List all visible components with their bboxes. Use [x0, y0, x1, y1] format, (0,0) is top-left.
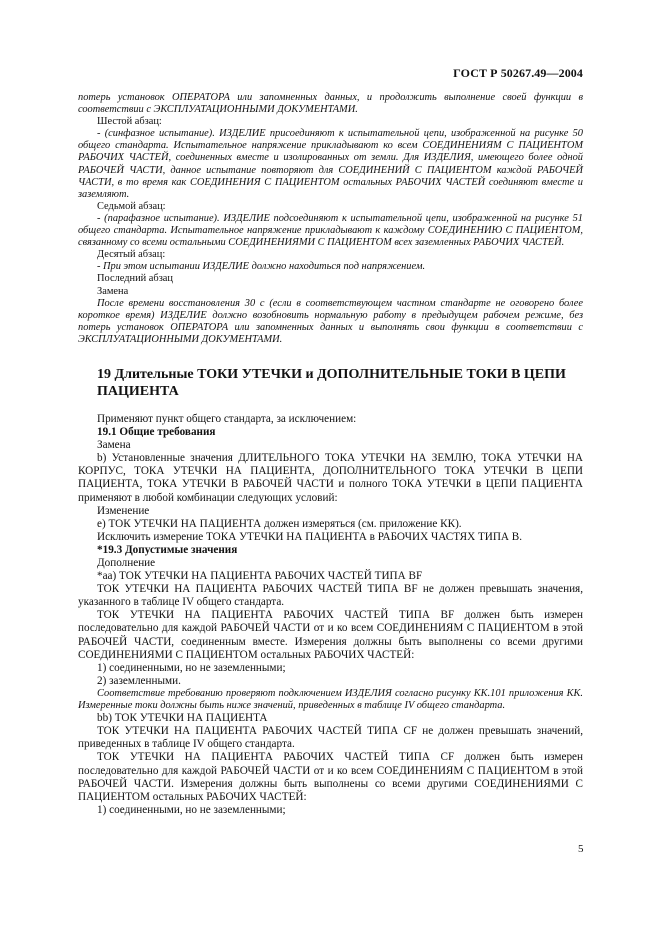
subsection-19-1-heading: 19.1 Общие требования [97, 426, 216, 439]
item-bb-list-1: 1) соединенными, но не заземленными; [97, 803, 286, 816]
subsection-19-3-add-label: Дополнение [97, 557, 156, 569]
document-header: ГОСТ Р 50267.49—2004 [453, 66, 583, 80]
page-number: 5 [578, 843, 584, 855]
subsection-19-1-change-label: Изменение [97, 504, 150, 517]
tenth-paragraph-label: Десятый абзац: [97, 249, 166, 261]
subsection-19-3-heading: *19.3 Допустимые значения [97, 543, 238, 556]
subsection-19-1-replace-label: Замена [97, 439, 131, 452]
section-19-heading: 19 Длительные ТОКИ УТЕЧКИ и ДОПОЛНИТЕЛЬНЫЕ ТОКИ В ЦЕПИ ПАЦИЕНТА [97, 366, 566, 399]
item-aa-list-2: 2) заземленными. [97, 674, 181, 687]
replacement-label: Замена [97, 285, 129, 297]
replacement-text: После времени восстановления 30 с (если в соответствующем частном стандарте не оговорено более короткое время) ИЗДЕЛИЕ должно возобновить нормальную работу в предыдущем рабочем режиме, без потерь установок ОПЕРАТОРА или запомненных данных и выполнять свои функции в соответствии с ЭКСПЛУАТАЦИОННЫМИ ДОКУМЕНТАМИ. [78, 297, 583, 345]
section-19-intro: Применяют пункт общего стандарта, за исключением: [97, 412, 357, 425]
last-paragraph-label: Последний абзац [97, 273, 173, 285]
item-aa-compliance-check: Соответствие требованию проверяют подключением ИЗДЕЛИЯ согласно рисунку КК.101 приложения КК. Измеренные токи должны быть ниже значений, приведенных в таблице IV общего стандарта. [78, 687, 583, 712]
item-aa-paragraph-1: ТОК УТЕЧКИ НА ПАЦИЕНТА РАБОЧИХ ЧАСТЕЙ ТИПА BF не должен превышать значения, указанного в таблице IV общего стандарта. [78, 583, 583, 609]
sixth-paragraph-label: Шестой абзац: [97, 116, 162, 128]
tenth-paragraph-text: - При этом испытании ИЗДЕЛИЕ должно находиться под напряжением. [97, 261, 426, 273]
exclusion-text: Исключить измерение ТОКА УТЕЧКИ НА ПАЦИЕНТА в РАБОЧИХ ЧАСТЯХ ТИПА В. [97, 530, 523, 543]
item-aa-list-1: 1) соединенными, но не заземленными; [97, 661, 286, 674]
item-bb-paragraph-1: ТОК УТЕЧКИ НА ПАЦИЕНТА РАБОЧИХ ЧАСТЕЙ ТИПА CF не должен превышать значений, приведенных в таблице IV общего стандарта. [78, 725, 583, 751]
item-bb-title: bb) ТОК УТЕЧКИ НА ПАЦИЕНТА [97, 712, 268, 725]
sixth-paragraph-text: - (синфазное испытание). ИЗДЕЛИЕ присоединяют к испытательной цепи, изображенной на рисунке 50 общего стандарта. Испытательное напряжение прикладывают ко всем СОЕДИНЕНИЯМ С ПАЦИЕНТОМ РАБОЧИХ ЧАСТЕЙ, соединенных вместе и изолированных от земли. Для ИЗДЕЛИЯ, имеющего более одной РАБОЧЕЙ ЧАСТИ, данное испытание повторяют для СОЕДИНЕНИЙ С ПАЦИЕНТОМ каждой РАБОЧЕЙ ЧАСТИ, в то время как СОЕДИНЕНИЯ С ПАЦИЕНТОМ остальных РАБОЧИХ ЧАСТЕЙ соединяют вместе и заземляют. [78, 128, 583, 200]
seventh-paragraph-label: Седьмой абзац: [97, 200, 166, 212]
item-bb-paragraph-2: ТОК УТЕЧКИ НА ПАЦИЕНТА РАБОЧИХ ЧАСТЕЙ ТИПА CF должен быть измерен последовательно для каждой РАБОЧЕЙ ЧАСТИ от и ко всем СОЕДИНЕНИЯМ С ПАЦИЕНТОМ в этой РАБОЧЕЙ ЧАСТИ. Измерения должны быть выполнены со всеми другими СОЕДИНЕНИЯМИ С ПАЦИЕНТОМ остальных РАБОЧИХ ЧАСТЕЙ: [78, 751, 583, 803]
paragraph-continuation: потерь установок ОПЕРАТОРА или запомненных данных, и продолжить выполнение своей функции в соответствии с ЭКСПЛУАТАЦИОННЫМИ ДОКУМЕНТАМИ. [78, 92, 583, 116]
seventh-paragraph-text: - (парафазное испытание). ИЗДЕЛИЕ подсоединяют к испытательной цепи, изображенной на рисунке 51 общего стандарта. Испытательное напряжение прикладывают к каждому СОЕДИНЕНИЮ С ПАЦИЕНТОМ, связанному со всеми остальными СОЕДИНЕНИЯМИ С ПАЦИЕНТОМ всех заземленных РАБОЧИХ ЧАСТЕЙ. [78, 212, 583, 249]
item-b-text: b) Установленные значения ДЛИТЕЛЬНОГО ТОКА УТЕЧКИ НА ЗЕМЛЮ, ТОКА УТЕЧКИ НА КОРПУС, ТОКА УТЕЧКИ НА ПАЦИЕНТА, ДОПОЛНИТЕЛЬНОГО ТОКА УТЕЧКИ В ЦЕПИ ПАЦИЕНТА, ТОКА УТЕЧКИ В РАБОЧЕЙ ЧАСТИ и полного ТОКА УТЕЧКИ в ЦЕПИ ПАЦИЕНТА применяют в любой комбинации следующих условий: [78, 452, 583, 504]
page-content [78, 92, 583, 817]
item-aa-title: *аа) ТОК УТЕЧКИ НА ПАЦИЕНТА РАБОЧИХ ЧАСТЕЙ ТИПА BF [97, 570, 423, 583]
item-e-text: e) ТОК УТЕЧКИ НА ПАЦИЕНТА должен измеряться (см. приложение КК). [97, 517, 462, 530]
item-aa-paragraph-2: ТОК УТЕЧКИ НА ПАЦИЕНТА РАБОЧИХ ЧАСТЕЙ ТИПА BF должен быть измерен последовательно для каждой РАБОЧЕЙ ЧАСТИ от и ко всем СОЕДИНЕНИЯМ С ПАЦИЕНТОМ в этой РАБОЧЕЙ ЧАСТИ, соединенным вместе. Измерения должны быть выполнены со всеми другими СОЕДИНЕНИЯМИ С ПАЦИЕНТОМ остальных РАБОЧИХ ЧАСТЕЙ: [78, 609, 583, 661]
